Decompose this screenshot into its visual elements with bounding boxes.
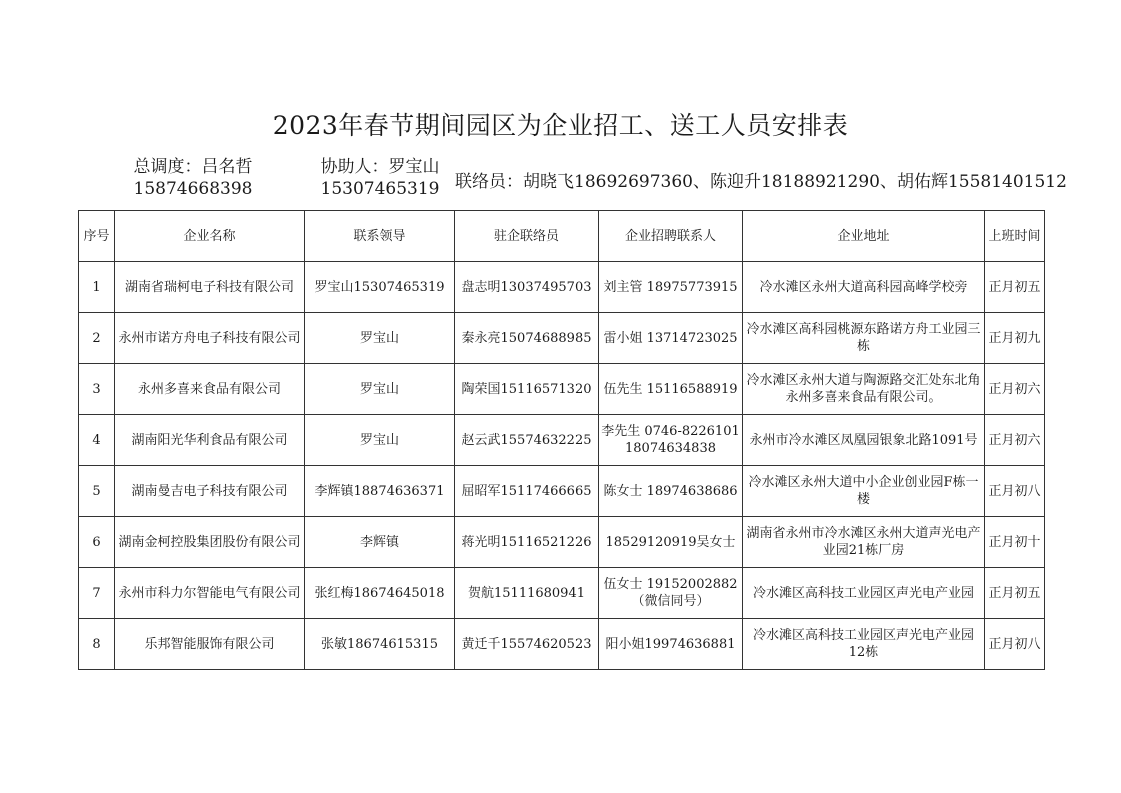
contact-leader: 张敏18674615315 [305, 619, 455, 670]
recruit-contact: 陈女士 18974638686 [599, 466, 743, 517]
company-name: 湖南曼吉电子科技有限公司 [115, 466, 305, 517]
header-company-name: 企业名称 [115, 211, 305, 262]
contact-leader: 罗宝山 [305, 313, 455, 364]
assistant-label: 协助人：罗宝山 [320, 157, 440, 177]
liaison: 陶荣国15116571320 [455, 364, 599, 415]
page-title: 2023年春节期间园区为企业招工、送工人员安排表 [272, 111, 849, 140]
company-address: 冷水滩区高科园桃源东路诺方舟工业园三栋 [743, 313, 985, 364]
recruit-contact: 阳小姐19974636881 [599, 619, 743, 670]
company-name: 永州市科力尔智能电气有限公司 [115, 568, 305, 619]
contact-leader: 罗宝山 [305, 364, 455, 415]
start-time: 正月初八 [985, 466, 1045, 517]
header-contact-leader: 联系领导 [305, 211, 455, 262]
header-index: 序号 [79, 211, 115, 262]
row-index: 6 [79, 517, 115, 568]
assistant-phone: 15307465319 [320, 179, 440, 199]
table-row [79, 262, 1045, 313]
row-index: 4 [79, 415, 115, 466]
start-time: 正月初八 [985, 619, 1045, 670]
company-address: 湖南省永州市冷水滩区永州大道声光电产业园21栋厂房 [743, 517, 985, 568]
recruit-contact: 李先生 0746-8226101 18074634838 [599, 415, 743, 466]
table-row [79, 517, 1045, 568]
contact-leader: 李辉镇18874636371 [305, 466, 455, 517]
company-name: 乐邦智能服饰有限公司 [115, 619, 305, 670]
liaison: 蒋光明15116521226 [455, 517, 599, 568]
recruit-contact: 伍女士 19152002882 （微信同号） [599, 568, 743, 619]
header-address: 企业地址 [743, 211, 985, 262]
row-index: 7 [79, 568, 115, 619]
director-phone: 15874668398 [133, 179, 253, 199]
header-recruit-contact: 企业招聘联系人 [599, 211, 743, 262]
company-address: 冷水滩区高科技工业园区声光电产业园12栋 [743, 619, 985, 670]
start-time: 正月初六 [985, 364, 1045, 415]
recruit-contact: 18529120919吴女士 [599, 517, 743, 568]
recruit-contact: 雷小姐 13714723025 [599, 313, 743, 364]
liaison: 秦永亮15074688985 [455, 313, 599, 364]
company-name: 永州市诺方舟电子科技有限公司 [115, 313, 305, 364]
contact-leader: 罗宝山15307465319 [305, 262, 455, 313]
table-row [79, 568, 1045, 619]
company-name: 湖南阳光华利食品有限公司 [115, 415, 305, 466]
start-time: 正月初十 [985, 517, 1045, 568]
company-address: 冷水滩区永州大道高科园高峰学校旁 [743, 262, 985, 313]
director-label: 总调度：吕名哲 [133, 157, 253, 177]
row-index: 5 [79, 466, 115, 517]
director-block [118, 156, 268, 200]
contact-leader: 罗宝山 [305, 415, 455, 466]
header-start-time: 上班时间 [985, 211, 1045, 262]
table-body [79, 262, 1045, 670]
liaison: 贺航15111680941 [455, 568, 599, 619]
liaison: 赵云武15574632225 [455, 415, 599, 466]
assistant-block [312, 156, 448, 200]
company-name: 湖南省瑞柯电子科技有限公司 [115, 262, 305, 313]
recruit-contact: 伍先生 15116588919 [599, 364, 743, 415]
row-index: 3 [79, 364, 115, 415]
company-name: 永州多喜来食品有限公司 [115, 364, 305, 415]
liaison: 屈昭军15117466665 [455, 466, 599, 517]
liaison-line: 联络员：胡晓飞18692697360、陈迎升18188921290、胡佑辉15581401512 [455, 172, 1067, 192]
company-name: 湖南金柯控股集团股份有限公司 [115, 517, 305, 568]
row-index: 8 [79, 619, 115, 670]
company-address: 永州市冷水滩区凤凰园银象北路1091号 [743, 415, 985, 466]
table-row [79, 364, 1045, 415]
row-index: 1 [79, 262, 115, 313]
contact-leader: 李辉镇 [305, 517, 455, 568]
header-liaison: 驻企联络员 [455, 211, 599, 262]
start-time: 正月初五 [985, 568, 1045, 619]
table-row [79, 466, 1045, 517]
liaison: 盘志明13037495703 [455, 262, 599, 313]
start-time: 正月初五 [985, 262, 1045, 313]
table-header-row [79, 211, 1045, 262]
start-time: 正月初六 [985, 415, 1045, 466]
liaison: 黄迁千15574620523 [455, 619, 599, 670]
recruit-contact: 刘主管 18975773915 [599, 262, 743, 313]
contact-leader: 张红梅18674645018 [305, 568, 455, 619]
table-row [79, 619, 1045, 670]
start-time: 正月初九 [985, 313, 1045, 364]
row-index: 2 [79, 313, 115, 364]
table-row [79, 415, 1045, 466]
schedule-table [78, 210, 1045, 670]
company-address: 冷水滩区高科技工业园区声光电产业园 [743, 568, 985, 619]
company-address: 冷水滩区永州大道与陶源路交汇处东北角永州多喜来食品有限公司。 [743, 364, 985, 415]
table-row [79, 313, 1045, 364]
company-address: 冷水滩区永州大道中小企业创业园F栋一楼 [743, 466, 985, 517]
